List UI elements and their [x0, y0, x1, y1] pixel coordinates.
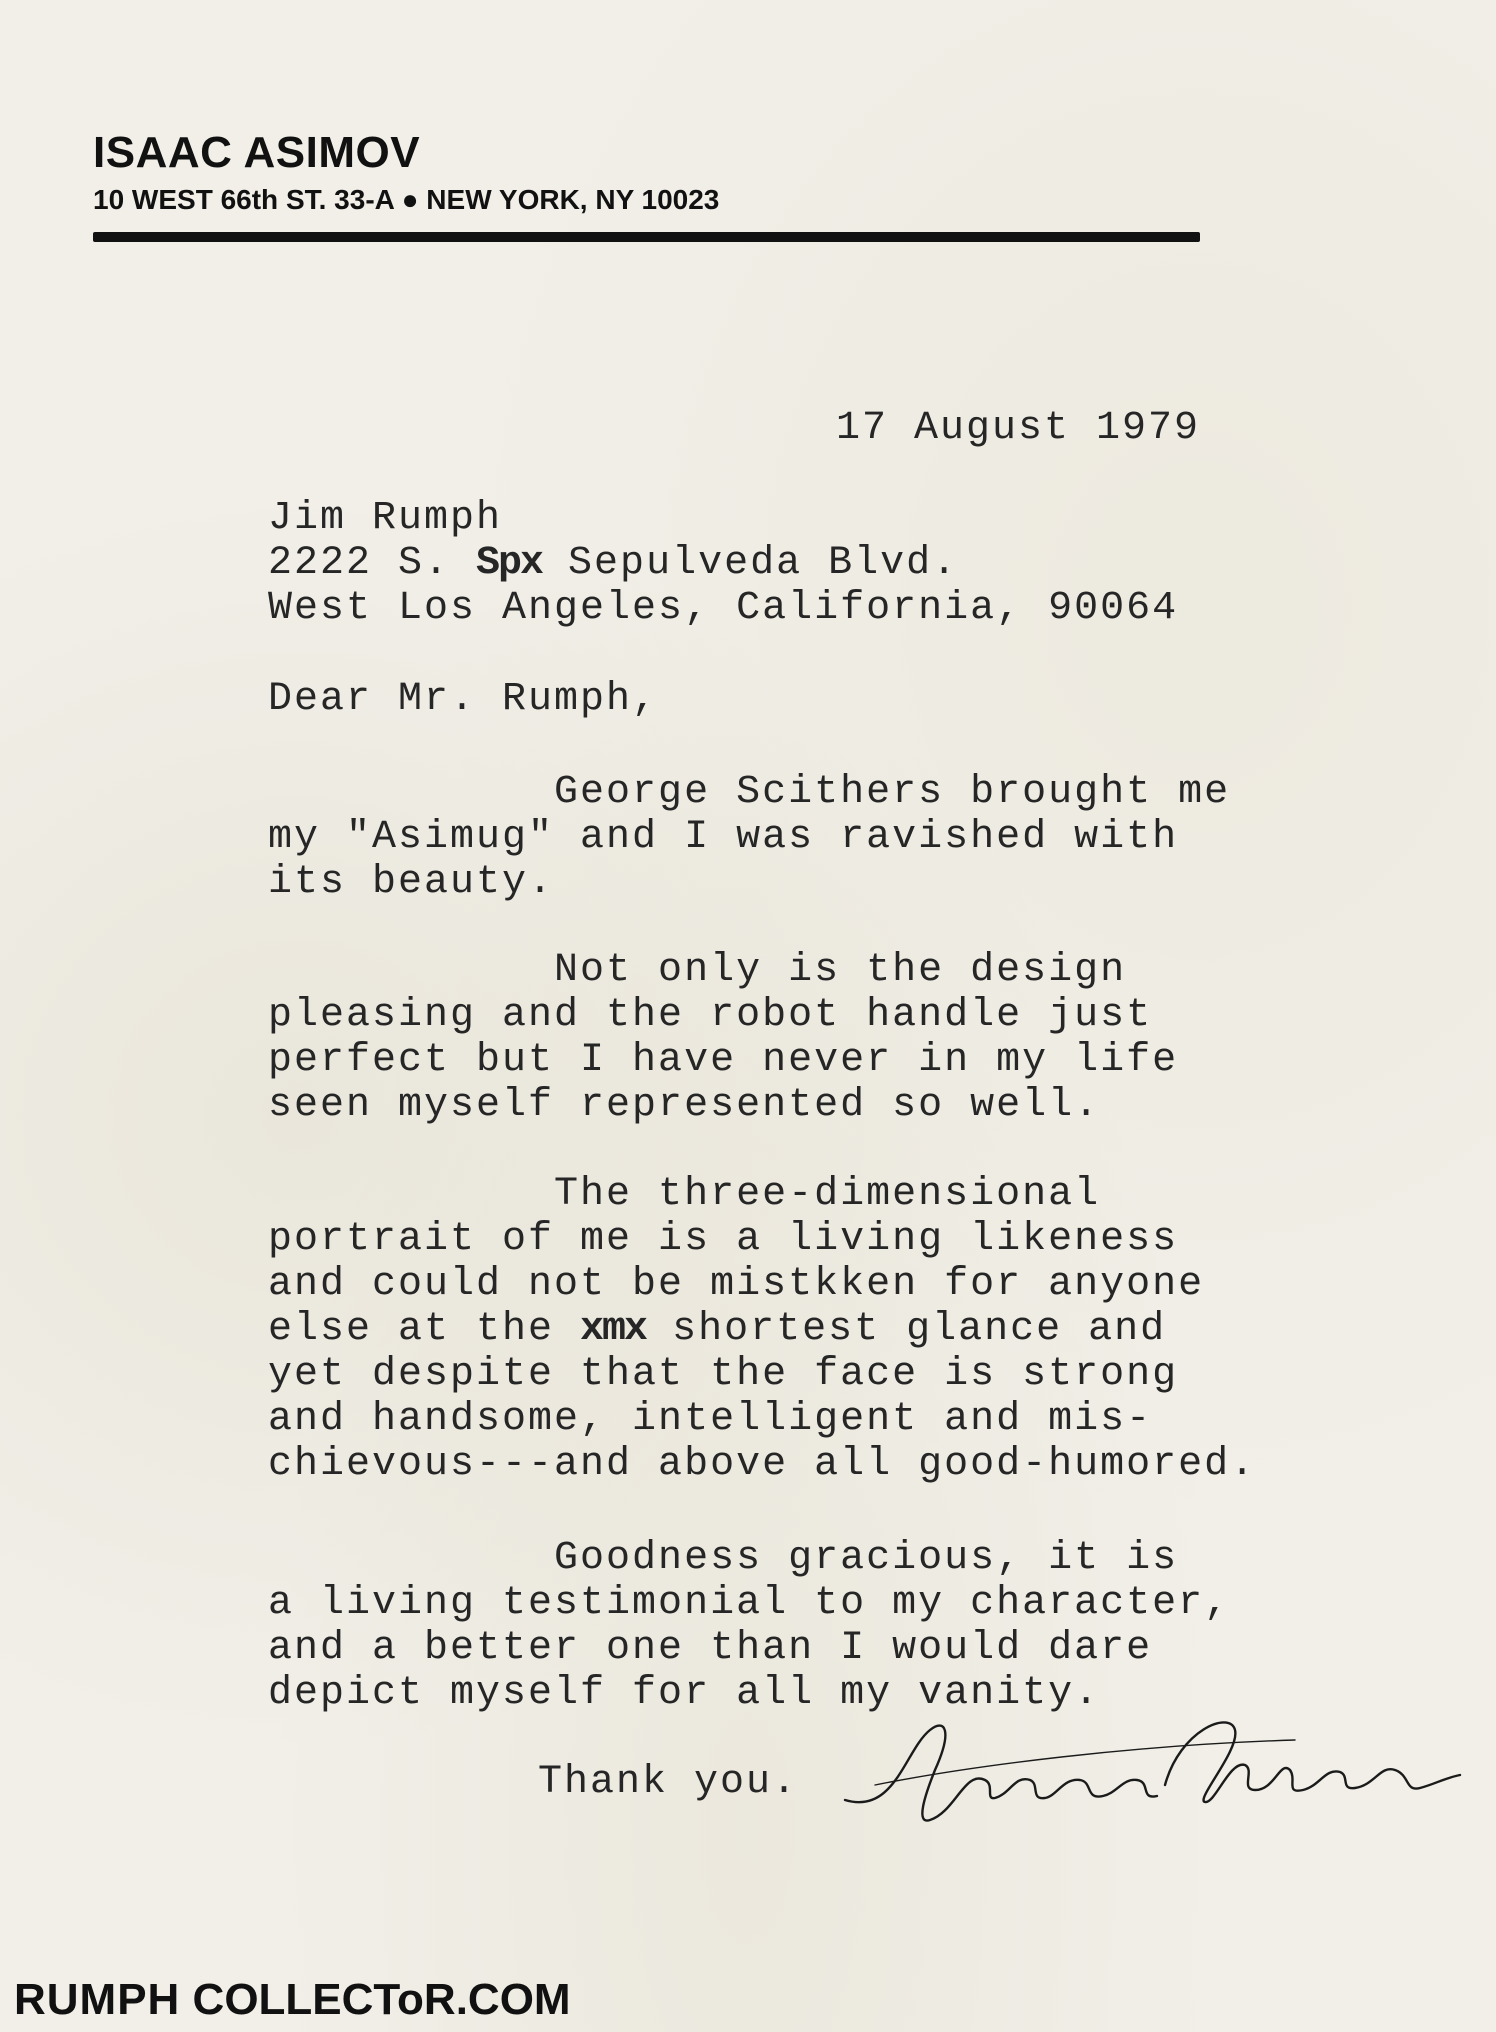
recipient-address [268, 496, 1178, 631]
paragraph-3-strikeover: xmx [580, 1307, 647, 1352]
paragraph-4: Goodness gracious, it is a living testimonial to my character, and a better one than I would dare depict myself for all my vanity. [268, 1536, 1231, 1716]
paragraph-2: Not only is the design pleasing and the robot handle just perfect but I have never in my life seen myself represented so well. [268, 948, 1179, 1128]
recipient-street-suffix: Sepulveda Blvd. [542, 541, 959, 586]
recipient-street-strikeover: Spx [476, 541, 543, 586]
letterhead-rule [93, 232, 1200, 242]
paragraph-3-part-a: The three-dimensional portrait of me is a living likeness and could not be mistkken for anyone else at the [268, 1172, 1205, 1352]
closing: Thank you. [538, 1760, 799, 1805]
letter-date: 17 August 1979 [836, 406, 1201, 451]
footer-logo-bold: RUMPH [14, 1975, 181, 2024]
recipient-street-prefix: 2222 S. [268, 541, 477, 586]
letterhead-name: ISAAC ASIMOV [93, 128, 421, 177]
salutation: Dear Mr. Rumph, [268, 677, 659, 722]
recipient-name: Jim Rumph [268, 496, 503, 541]
paragraph-3 [268, 1172, 1256, 1487]
recipient-city-line: West Los Angeles, California, 90064 [268, 586, 1179, 631]
letterhead-address: 10 WEST 66th ST. 33-A ● NEW YORK, NY 10023 [93, 184, 720, 215]
paragraph-1: George Scithers brought me my "Asimug" and I was ravished with its beauty. [268, 770, 1231, 905]
signature [835, 1690, 1475, 1840]
paragraph-3-part-b: shortest glance and yet despite that the face is strong and handsome, intelligent and mis- chievous---and above all good-humored. [268, 1307, 1257, 1487]
footer-logo [14, 1975, 571, 2025]
footer-logo-light: COLLECToR.COM [180, 1975, 571, 2024]
